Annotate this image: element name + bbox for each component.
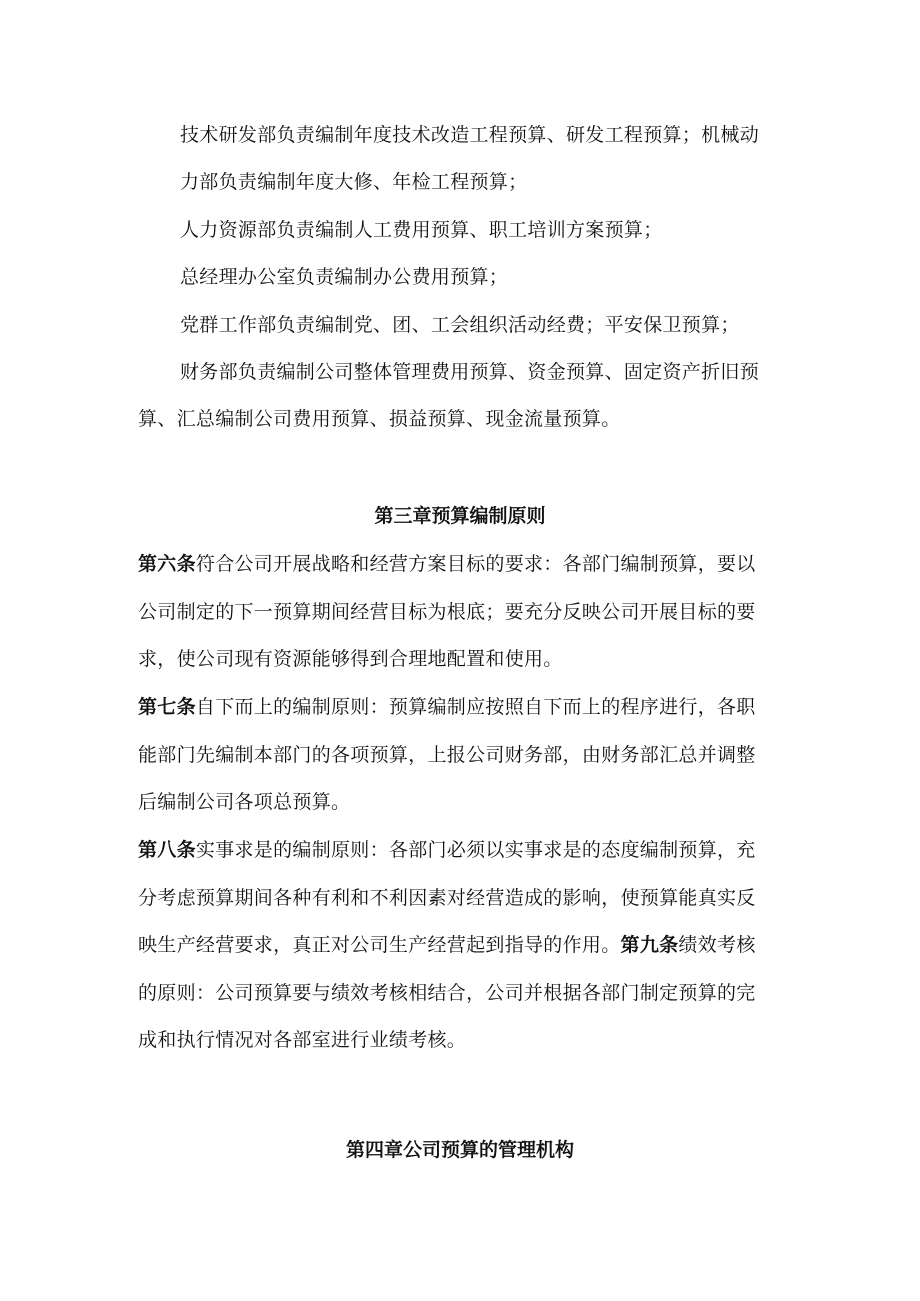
- article-seven-line: [138, 693, 788, 721]
- article-text: 符合公司开展战略和经营方案目标的要求：各部门编制预算，要以: [195, 553, 756, 575]
- paragraph-line: 后编制公司各项总预算。: [138, 791, 351, 813]
- paragraph-line: 成和执行情况对各部室进行业绩考核。: [138, 1029, 467, 1051]
- paragraph-line: 人力资源部负责编制人工费用预算、职工培训方案预算；: [180, 219, 663, 241]
- chapter-title: 第四章公司预算的管理机构: [345, 1139, 574, 1161]
- article-text: 实事求是的编制原则：各部门必须以实事求是的态度编制预算，充: [195, 839, 756, 861]
- paragraph-line: 公司制定的下一预算期间经营目标为根底；要充分反映公司开展目标的要: [138, 601, 756, 623]
- paragraph-line: 力部负责编制年度大修、年检工程预算；: [180, 171, 528, 193]
- article-text: 映生产经营要求，真正对公司生产经营起到指导的作用。: [138, 934, 621, 956]
- paragraph-line: 的原则：公司预算要与绩效考核相结合，公司并根据各部门制定预算的完: [138, 982, 756, 1004]
- article-eight-line: [138, 836, 788, 864]
- article-label: 第七条: [138, 696, 196, 718]
- paragraph-line: 党群工作部负责编制党、团、工会组织活动经费；平安保卫预算；: [180, 314, 740, 336]
- article-label: 第九条: [620, 934, 679, 956]
- paragraph-line: 技术研发部负责编制年度技术改造工程预算、研发工程预算；机械动: [180, 124, 760, 146]
- article-text: 绩效考核: [678, 934, 756, 956]
- paragraph-line: 求，使公司现有资源能够得到合理地配置和使用。: [138, 648, 563, 670]
- article-label: 第六条: [138, 553, 196, 575]
- chapter-title: 第三章预算编制原则: [374, 505, 546, 527]
- paragraph-line: 总经理办公室负责编制办公费用预算；: [180, 266, 509, 288]
- article-text: 自下而上的编制原则：预算编制应按照自下而上的程序进行，各职: [195, 696, 756, 718]
- article-nine-line: [138, 931, 788, 959]
- article-label: 第八条: [138, 839, 196, 861]
- paragraph-line: 算、汇总编制公司费用预算、损益预算、现金流量预算。: [138, 408, 621, 430]
- paragraph-line: 财务部负责编制公司整体管理费用预算、资金预算、固定资产折旧预: [180, 361, 760, 383]
- article-six-line: [138, 550, 788, 578]
- paragraph-line: 分考虑预算期间各种有利和不利因素对经营造成的影响，使预算能真实反: [138, 887, 756, 909]
- paragraph-line: 能部门先编制本部门的各项预算，上报公司财务部，由财务部汇总并调整: [138, 744, 756, 766]
